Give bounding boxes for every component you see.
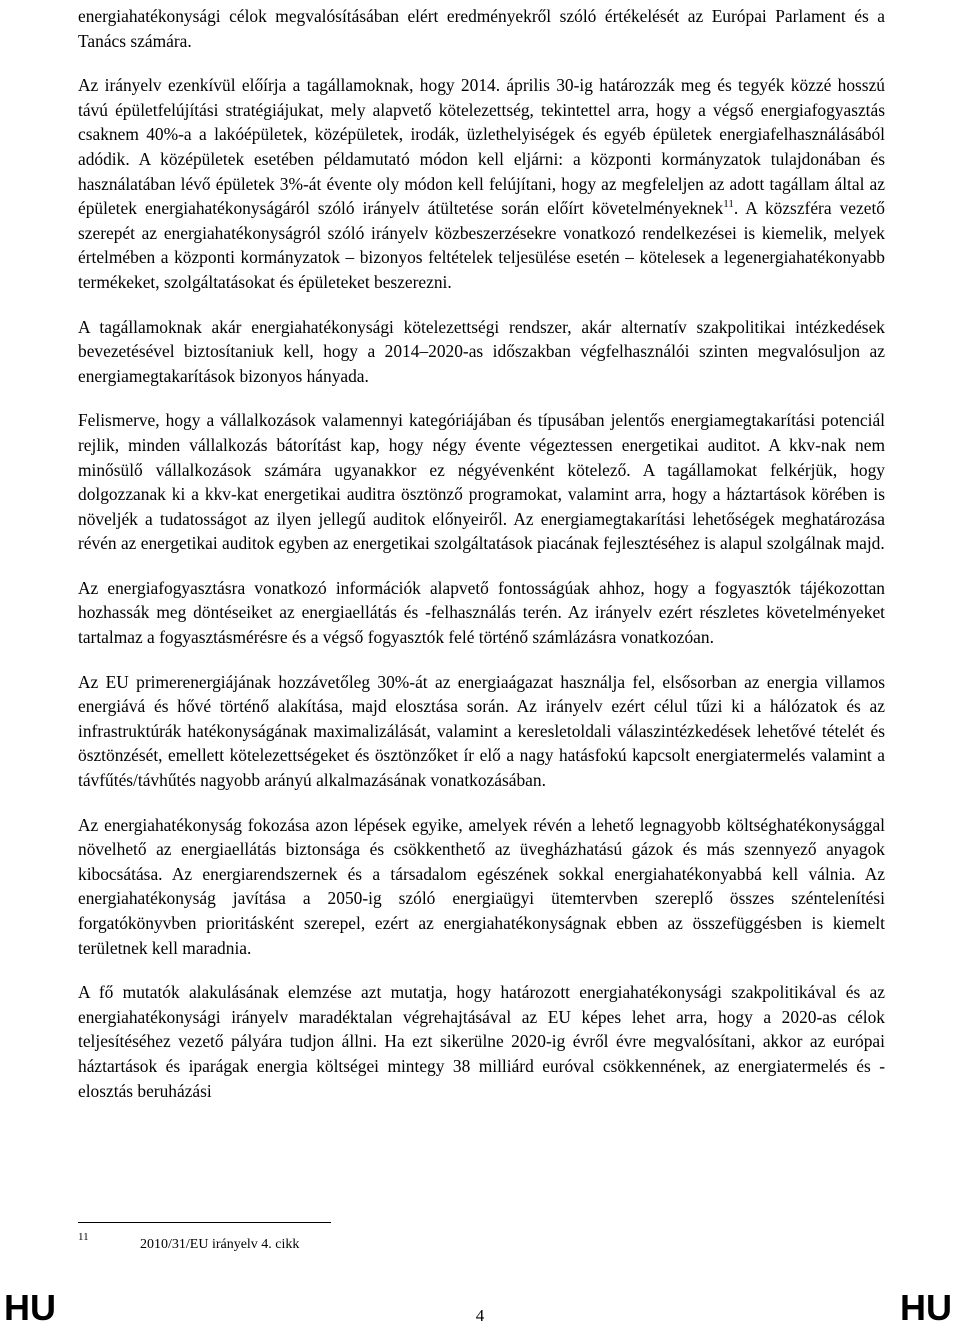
footnote-number: 11 (78, 1231, 89, 1243)
paragraph-indicator-analysis: A fő mutatók alakulásának elemzése azt mutatja, hogy határozott energiahatékonysági szakpolitikával és az energiahatékonysági irányelv maradéktalan végrehajtásával az EU képes lehet arra, hogy a 2020-as célok teljesítéséhez vezető pályára tudjon állni. Ha ezt sikerülne 2020-ig évről évre megvalósítani, akkor az európai háztartások és iparágak energia költségei mintegy 38 milliárd euróval csökkennének, az energiatermelés és -elosztás beruházási (78, 982, 885, 1101)
page-number: 4 (475, 1306, 485, 1325)
language-code-right: HU (900, 1287, 952, 1328)
footnote-separator (78, 1222, 331, 1223)
footnote-reference: 11 (723, 198, 734, 211)
paragraph-intro-end: energiahatékonysági célok megvalósításában elért eredményekről szóló értékelését az Európai Parlament és a Tanács számára. (78, 6, 885, 51)
language-code-left: HU (4, 1287, 56, 1328)
paragraph-energy-audits: Felismerve, hogy a vállalkozások valamennyi kategóriájában és típusában jelentős energiamegtakarítási potenciál rejlik, minden vállalkozás bátorítást kap, hogy négy évente végeztessen energetikai auditot. A kkv-nak nem minősülő vállalkozások számára ugyanakkor ez négyévenként kötelező. A tagállamokat felkérjük, hogy dolgozzanak ki a kkv-kat energetikai auditra ösztönző programokat, valamint arra, hogy a háztartások körében is növeljék a tudatosságot az ilyen jellegű auditok előnyeiről. Az energiamegtakarítási lehetőségek meghatározása révén az energetikai auditok egyben az energetikai szolgáltatások piacának fejlesztéséhez is alapul szolgálnak majd. (78, 410, 885, 554)
paragraph-efficiency-benefits: Az energiahatékonyság fokozása azon lépések egyike, amelyek révén a lehető legnagyobb költséghatékonysággal növelhető az energiaellátás biztonsága és csökkenthető az üvegházhatású gázok és más szennyező anyagok kibocsátása. Az energiarendszernek és a társadalom egészének sokkal energiahatékonyabbá kell válnia. Az energiahatékonyság javítása a 2050-ig szóló energiaügyi ütemtervben szereplő összes széntelenítési forgatókönyvben prioritásként szerepel, ezért az energiahatékonyságnak ebben az összefüggésben is kiemelt területnek kell maradnia. (78, 814, 885, 958)
paragraph-consumption-info: Az energiafogyasztásra vonatkozó információk alapvető fontosságúak ahhoz, hogy a fogyasztók tájékozottan hozhassák meg döntéseiket az energiaellátás és -felhasználás terén. Az irányelv ezért részletes követelményeket tartalmaz a fogyasztásmérésre és a végső fogyasztók felé történő számlázásra vonatkozóan. (78, 577, 885, 648)
paragraph-building-renovation-text-cont: . A közszféra vezető szerepét az energiahatékonyságról szóló irányelv közbeszerzésekre vonatkozó rendelkezései is kiemelik, melyek értelmében a központi kormányzatok – bizonyos feltételek teljesülése esetén – kötelesek a legenergiahatékonyabb termékeket, szolgáltatásokat és épületeket beszerezni. (78, 198, 885, 292)
document-body (78, 4, 885, 1103)
paragraph-building-renovation-text: Az irányelv ezenkívül előírja a tagállamoknak, hogy 2014. április 30-ig határozzák meg és tegyék közzé hosszú távú épületfelújítási stratégiájukat, mely alapvető kötelezettség, tekintettel arra, hogy a végső energiafogyasztás csaknem 40%-a a lakóépületek, középületek, irodák, üzlethelyiségek és egyéb épületek energiafelhasználásából adódik. A középületek esetében példamutató módon kell eljárni: a központi kormányzatok tulajdonában és használatában lévő épületek 3%-át évente oly módon kell felújítani, hogy az megfeleljen az adott tagállam által az épületek energiahatékonyságáról szóló irányelv átültetése során előírt követelményeknek (78, 75, 885, 219)
footnote-text: 2010/31/EU irányelv 4. cikk (140, 1237, 300, 1252)
paragraph-building-renovation (78, 73, 885, 294)
paragraph-obligation-scheme: A tagállamoknak akár energiahatékonysági kötelezettségi rendszer, akár alternatív szakpolitikai intézkedések bevezetésével biztosítaniuk kell, hogy a 2014–2020-as időszakban végfelhasználói szinten megvalósuljon az energiamegtakarítások bizonyos hányada. (78, 316, 885, 386)
paragraph-primary-energy: Az EU primerenergiájának hozzávetőleg 30%-át az energiaágazat használja fel, elsősorban az energia villamos energiává és hővé történő alakítása, majd elosztása során. Az irányelv ezért célul tűzi ki a hálózatok és az infrastruktúrák hatékonyságának maximalizálását, valamint a keresletoldali válaszintézkedések lehetővé tételét és ösztönzését, emellett kötelezettségeket és ösztönzőket ír elő a nagy hatásfokú kapcsolt energiatermelés valamint a távfűtés/távhűtés nagyobb arányú alkalmazásának vonatkozásában. (78, 671, 885, 791)
